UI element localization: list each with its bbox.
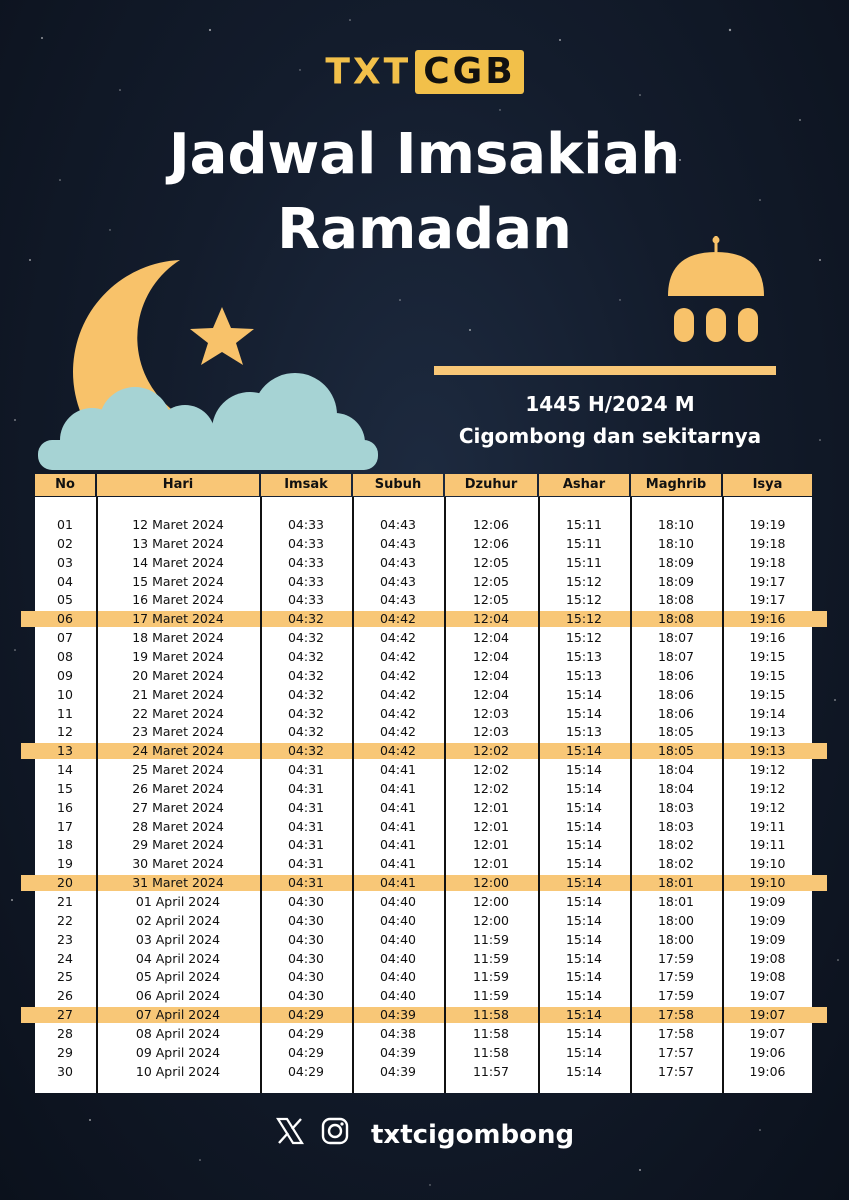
cell-dzuhur: 12:00 <box>472 912 510 928</box>
cell-maghrib: 18:06 <box>657 705 695 721</box>
table-row <box>0 572 849 591</box>
cell-subuh: 04:43 <box>379 554 417 570</box>
cell-no: 19 <box>57 856 73 872</box>
cell-ashar: 15:13 <box>565 648 603 664</box>
cell-hari: 04 April 2024 <box>135 950 221 966</box>
cell-imsak: 04:32 <box>287 630 325 646</box>
cell-dzuhur: 11:58 <box>472 1007 510 1023</box>
cell-ashar: 15:14 <box>565 799 603 815</box>
cell-hari: 10 April 2024 <box>135 1063 221 1079</box>
cell-dzuhur: 12:01 <box>472 799 510 815</box>
header-cell-hari: Hari <box>97 474 259 496</box>
cell-imsak: 04:30 <box>287 894 325 909</box>
cell-ashar: 15:14 <box>565 931 603 947</box>
cell-isya: 19:16 <box>749 611 786 627</box>
cell-no: 28 <box>57 1025 73 1041</box>
cell-maghrib: 17:59 <box>657 950 695 966</box>
cell-subuh: 04:40 <box>379 931 417 947</box>
cell-hari: 01 April 2024 <box>135 894 221 909</box>
cell-imsak: 04:30 <box>287 912 325 928</box>
cell-dzuhur: 12:01 <box>472 856 510 872</box>
cell-hari: 02 April 2024 <box>135 912 221 928</box>
cell-no: 11 <box>57 705 73 721</box>
table-row <box>0 1062 849 1081</box>
cell-dzuhur: 12:04 <box>472 630 510 646</box>
table-row <box>0 1043 849 1062</box>
cell-isya: 19:15 <box>749 648 786 664</box>
cell-maghrib: 17:58 <box>657 1025 695 1041</box>
cell-hari: 28 Maret 2024 <box>132 818 224 834</box>
cell-isya: 19:07 <box>749 988 786 1004</box>
social-handle[interactable]: txtcigombong <box>371 1119 575 1150</box>
table-row <box>0 986 849 1005</box>
cell-maghrib: 18:07 <box>657 648 695 664</box>
cell-no: 15 <box>57 780 73 796</box>
cell-subuh: 04:39 <box>379 1007 417 1023</box>
x-logo-icon[interactable] <box>275 1116 305 1153</box>
cell-maghrib: 18:05 <box>657 743 695 759</box>
cell-dzuhur: 12:04 <box>472 611 510 627</box>
cell-hari: 07 April 2024 <box>135 1007 221 1023</box>
cell-maghrib: 18:09 <box>657 554 695 570</box>
cell-ashar: 15:12 <box>565 573 603 589</box>
table-row <box>0 553 849 572</box>
cell-hari: 15 Maret 2024 <box>132 573 224 589</box>
cell-subuh: 04:42 <box>379 630 417 646</box>
cell-subuh: 04:40 <box>379 988 417 1004</box>
cell-subuh: 04:41 <box>379 837 417 853</box>
table-row <box>0 515 849 534</box>
table-row <box>0 741 849 760</box>
header-cell-ashar: Ashar <box>539 474 629 496</box>
table-row <box>0 949 849 968</box>
cell-subuh: 04:41 <box>379 780 417 796</box>
mosque-dome-icon <box>660 232 772 350</box>
cell-ashar: 15:14 <box>565 894 603 909</box>
cell-subuh: 04:42 <box>379 648 417 664</box>
cell-maghrib: 18:00 <box>657 931 695 947</box>
cell-subuh: 04:42 <box>379 686 417 702</box>
header-cell-isya: Isya <box>723 474 812 496</box>
cell-isya: 19:12 <box>749 780 786 796</box>
cell-dzuhur: 12:05 <box>472 592 510 608</box>
cell-isya: 19:08 <box>749 950 786 966</box>
cell-ashar: 15:14 <box>565 912 603 928</box>
brand-logo <box>0 50 849 94</box>
cell-imsak: 04:33 <box>287 592 325 608</box>
cell-isya: 19:10 <box>749 856 786 872</box>
cell-isya: 19:10 <box>749 875 786 891</box>
cell-dzuhur: 12:03 <box>472 724 510 740</box>
table-row <box>0 704 849 723</box>
table-row <box>0 967 849 986</box>
cell-subuh: 04:43 <box>379 592 417 608</box>
cell-dzuhur: 12:04 <box>472 667 510 683</box>
cell-no: 13 <box>57 743 73 759</box>
cell-imsak: 04:30 <box>287 969 325 985</box>
cell-imsak: 04:33 <box>287 573 325 589</box>
cell-subuh: 04:42 <box>379 705 417 721</box>
cell-isya: 19:13 <box>749 743 786 759</box>
cell-no: 05 <box>57 592 73 608</box>
cell-hari: 21 Maret 2024 <box>132 686 224 702</box>
cell-dzuhur: 11:58 <box>472 1025 510 1041</box>
cell-isya: 19:19 <box>749 517 786 532</box>
cell-isya: 19:11 <box>749 837 786 853</box>
logo-text-txt: TXT <box>325 51 412 93</box>
table-row <box>0 1005 849 1024</box>
cell-isya: 19:14 <box>749 705 786 721</box>
table-row <box>0 798 849 817</box>
cell-dzuhur: 12:06 <box>472 535 510 551</box>
table-row <box>0 1024 849 1043</box>
cell-subuh: 04:43 <box>379 573 417 589</box>
table-row <box>0 590 849 609</box>
cell-hari: 12 Maret 2024 <box>132 517 224 532</box>
moon-decoration <box>30 255 390 470</box>
cell-dzuhur: 11:59 <box>472 988 510 1004</box>
cell-isya: 19:18 <box>749 535 786 551</box>
cell-dzuhur: 12:02 <box>472 780 510 796</box>
cell-no: 02 <box>57 535 73 551</box>
cell-ashar: 15:14 <box>565 1063 603 1079</box>
table-row <box>0 911 849 930</box>
table-row <box>0 609 849 628</box>
cell-imsak: 04:33 <box>287 535 325 551</box>
cell-subuh: 04:40 <box>379 912 417 928</box>
cell-isya: 19:09 <box>749 894 786 909</box>
cell-dzuhur: 12:02 <box>472 743 510 759</box>
cell-ashar: 15:11 <box>565 535 603 551</box>
cell-ashar: 15:12 <box>565 611 603 627</box>
page-title-line1: Jadwal Imsakiah <box>168 122 681 187</box>
cell-maghrib: 18:04 <box>657 762 695 778</box>
cell-isya: 19:08 <box>749 969 786 985</box>
cell-maghrib: 18:07 <box>657 630 695 646</box>
logo-text-cgb: CGB <box>415 50 523 94</box>
table-row <box>0 779 849 798</box>
cell-maghrib: 18:08 <box>657 592 695 608</box>
cell-no: 25 <box>57 969 73 985</box>
cell-imsak: 04:32 <box>287 667 325 683</box>
cell-maghrib: 18:10 <box>657 517 695 532</box>
cell-isya: 19:07 <box>749 1025 786 1041</box>
cell-hari: 22 Maret 2024 <box>132 705 224 721</box>
table-row <box>0 930 849 949</box>
cell-isya: 19:12 <box>749 799 786 815</box>
cell-hari: 20 Maret 2024 <box>132 667 224 683</box>
cell-imsak: 04:32 <box>287 648 325 664</box>
cell-dzuhur: 12:05 <box>472 554 510 570</box>
cell-maghrib: 18:00 <box>657 912 695 928</box>
cell-imsak: 04:31 <box>287 856 325 872</box>
cell-maghrib: 17:59 <box>657 988 695 1004</box>
cell-ashar: 15:14 <box>565 743 603 759</box>
cell-imsak: 04:33 <box>287 517 325 532</box>
cell-no: 26 <box>57 988 73 1004</box>
cell-ashar: 15:14 <box>565 818 603 834</box>
cell-imsak: 04:31 <box>287 762 325 778</box>
cell-no: 23 <box>57 931 73 947</box>
cell-ashar: 15:14 <box>565 1025 603 1041</box>
cell-no: 16 <box>57 799 73 815</box>
cell-subuh: 04:41 <box>379 856 417 872</box>
cell-maghrib: 18:05 <box>657 724 695 740</box>
cell-subuh: 04:41 <box>379 762 417 778</box>
cell-isya: 19:12 <box>749 762 786 778</box>
cell-subuh: 04:43 <box>379 535 417 551</box>
cell-ashar: 15:14 <box>565 1007 603 1023</box>
cell-isya: 19:17 <box>749 592 786 608</box>
cell-hari: 14 Maret 2024 <box>132 554 224 570</box>
cell-hari: 08 April 2024 <box>135 1025 221 1041</box>
header-cell-imsak: Imsak <box>261 474 351 496</box>
cell-maghrib: 17:59 <box>657 969 695 985</box>
cell-hari: 17 Maret 2024 <box>132 611 224 627</box>
table-row <box>0 722 849 741</box>
cell-maghrib: 17:57 <box>657 1063 695 1079</box>
table-row <box>0 892 849 911</box>
cell-isya: 19:18 <box>749 554 786 570</box>
cell-dzuhur: 12:02 <box>472 762 510 778</box>
cell-no: 20 <box>57 875 73 891</box>
cell-hari: 03 April 2024 <box>135 931 221 947</box>
cell-no: 27 <box>57 1007 73 1023</box>
cell-isya: 19:16 <box>749 630 786 646</box>
cell-no: 01 <box>57 517 73 532</box>
cell-subuh: 04:42 <box>379 611 417 627</box>
cell-hari: 27 Maret 2024 <box>132 799 224 815</box>
cell-ashar: 15:14 <box>565 856 603 872</box>
cell-hari: 25 Maret 2024 <box>132 762 224 778</box>
cell-isya: 19:06 <box>749 1044 786 1060</box>
cell-hari: 09 April 2024 <box>135 1044 221 1060</box>
cell-no: 22 <box>57 912 73 928</box>
hijri-year: 1445 H/2024 M <box>525 392 695 416</box>
header-cell-dzuhur: Dzuhur <box>445 474 537 496</box>
cell-no: 04 <box>57 573 73 589</box>
cell-imsak: 04:31 <box>287 818 325 834</box>
cell-subuh: 04:40 <box>379 894 417 909</box>
cell-ashar: 15:11 <box>565 517 603 532</box>
cell-isya: 19:07 <box>749 1007 786 1023</box>
cell-maghrib: 18:10 <box>657 535 695 551</box>
cell-imsak: 04:30 <box>287 950 325 966</box>
cell-no: 30 <box>57 1063 73 1079</box>
cell-ashar: 15:14 <box>565 1044 603 1060</box>
cell-imsak: 04:29 <box>287 1007 325 1023</box>
cell-hari: 18 Maret 2024 <box>132 630 224 646</box>
cell-maghrib: 17:58 <box>657 1007 695 1023</box>
cell-maghrib: 18:06 <box>657 686 695 702</box>
cell-ashar: 15:14 <box>565 837 603 853</box>
cell-isya: 19:09 <box>749 912 786 928</box>
table-row <box>0 628 849 647</box>
cell-no: 17 <box>57 818 73 834</box>
cell-isya: 19:17 <box>749 573 786 589</box>
cell-no: 07 <box>57 630 73 646</box>
cell-maghrib: 18:01 <box>657 875 695 891</box>
cell-imsak: 04:32 <box>287 724 325 740</box>
cell-maghrib: 18:09 <box>657 573 695 589</box>
header-cell-no: No <box>35 474 95 496</box>
cell-dzuhur: 12:03 <box>472 705 510 721</box>
cell-hari: 06 April 2024 <box>135 988 221 1004</box>
cell-hari: 13 Maret 2024 <box>132 535 224 551</box>
cell-ashar: 15:14 <box>565 780 603 796</box>
table-row <box>0 873 849 892</box>
cell-subuh: 04:41 <box>379 818 417 834</box>
cell-imsak: 04:29 <box>287 1063 325 1079</box>
cell-imsak: 04:32 <box>287 611 325 627</box>
cell-subuh: 04:38 <box>379 1025 417 1041</box>
cell-ashar: 15:14 <box>565 705 603 721</box>
social-footer <box>0 1116 849 1153</box>
cell-imsak: 04:31 <box>287 799 325 815</box>
cell-ashar: 15:13 <box>565 724 603 740</box>
cell-dzuhur: 12:01 <box>472 818 510 834</box>
cell-subuh: 04:40 <box>379 950 417 966</box>
table-row <box>0 817 849 836</box>
cell-no: 14 <box>57 762 73 778</box>
cell-hari: 23 Maret 2024 <box>132 724 224 740</box>
cell-subuh: 04:39 <box>379 1044 417 1060</box>
cell-no: 10 <box>57 686 73 702</box>
cell-dzuhur: 11:57 <box>472 1063 510 1079</box>
star-icon <box>190 307 254 365</box>
cell-ashar: 15:14 <box>565 762 603 778</box>
cell-subuh: 04:42 <box>379 667 417 683</box>
cell-dzuhur: 12:00 <box>472 894 510 909</box>
cell-maghrib: 18:03 <box>657 818 695 834</box>
cell-imsak: 04:29 <box>287 1025 325 1041</box>
cell-no: 09 <box>57 667 73 683</box>
cell-isya: 19:13 <box>749 724 786 740</box>
cell-maghrib: 18:02 <box>657 837 695 853</box>
table-row <box>0 685 849 704</box>
location-label: Cigombong dan sekitarnya <box>458 424 762 448</box>
table-row <box>0 854 849 873</box>
header-cell-maghrib: Maghrib <box>631 474 721 496</box>
cell-maghrib: 18:08 <box>657 611 695 627</box>
cell-imsak: 04:31 <box>287 837 325 853</box>
cell-hari: 31 Maret 2024 <box>132 875 224 891</box>
cell-isya: 19:15 <box>749 686 786 702</box>
cell-hari: 19 Maret 2024 <box>132 648 224 664</box>
cell-hari: 26 Maret 2024 <box>132 780 224 796</box>
cell-subuh: 04:39 <box>379 1063 417 1079</box>
cell-hari: 29 Maret 2024 <box>132 837 224 853</box>
cell-no: 12 <box>57 724 73 740</box>
cell-dzuhur: 12:04 <box>472 648 510 664</box>
cell-maghrib: 17:57 <box>657 1044 695 1060</box>
cell-no: 06 <box>57 611 73 627</box>
cell-dzuhur: 11:59 <box>472 969 510 985</box>
header-cell-subuh: Subuh <box>353 474 443 496</box>
cell-hari: 24 Maret 2024 <box>132 743 224 759</box>
cell-imsak: 04:30 <box>287 988 325 1004</box>
cell-maghrib: 18:03 <box>657 799 695 815</box>
cell-dzuhur: 12:05 <box>472 573 510 589</box>
cell-subuh: 04:42 <box>379 724 417 740</box>
cell-subuh: 04:41 <box>379 799 417 815</box>
cell-ashar: 15:14 <box>565 969 603 985</box>
cell-imsak: 04:30 <box>287 931 325 947</box>
cell-ashar: 15:11 <box>565 554 603 570</box>
cell-maghrib: 18:06 <box>657 667 695 683</box>
cell-maghrib: 18:04 <box>657 780 695 796</box>
cell-no: 21 <box>57 894 73 909</box>
cell-no: 24 <box>57 950 73 966</box>
cell-ashar: 15:14 <box>565 950 603 966</box>
cell-imsak: 04:32 <box>287 686 325 702</box>
cell-ashar: 15:12 <box>565 592 603 608</box>
cell-no: 29 <box>57 1044 73 1060</box>
cell-hari: 16 Maret 2024 <box>132 592 224 608</box>
cell-isya: 19:09 <box>749 931 786 947</box>
cell-dzuhur: 12:00 <box>472 875 510 891</box>
cell-subuh: 04:41 <box>379 875 417 891</box>
cell-dzuhur: 11:59 <box>472 931 510 947</box>
instagram-icon[interactable] <box>320 1116 350 1153</box>
cell-subuh: 04:42 <box>379 743 417 759</box>
cell-imsak: 04:32 <box>287 743 325 759</box>
cell-maghrib: 18:01 <box>657 894 695 909</box>
cell-dzuhur: 12:04 <box>472 686 510 702</box>
table-row <box>0 647 849 666</box>
cell-imsak: 04:32 <box>287 705 325 721</box>
cell-ashar: 15:12 <box>565 630 603 646</box>
table-row <box>0 760 849 779</box>
table-row <box>0 835 849 854</box>
cell-ashar: 15:13 <box>565 667 603 683</box>
cell-ashar: 15:14 <box>565 875 603 891</box>
table-row <box>0 666 849 685</box>
cell-ashar: 15:14 <box>565 988 603 1004</box>
cell-no: 18 <box>57 837 73 853</box>
cell-dzuhur: 11:59 <box>472 950 510 966</box>
cell-isya: 19:06 <box>749 1063 786 1079</box>
cell-no: 08 <box>57 648 73 664</box>
cell-isya: 19:11 <box>749 818 786 834</box>
cell-hari: 05 April 2024 <box>135 969 221 985</box>
cell-imsak: 04:31 <box>287 875 325 891</box>
cell-ashar: 15:14 <box>565 686 603 702</box>
cell-maghrib: 18:02 <box>657 856 695 872</box>
cell-dzuhur: 12:06 <box>472 517 510 532</box>
cell-imsak: 04:31 <box>287 780 325 796</box>
cell-hari: 30 Maret 2024 <box>132 856 224 872</box>
cell-subuh: 04:40 <box>379 969 417 985</box>
cell-dzuhur: 11:58 <box>472 1044 510 1060</box>
cell-dzuhur: 12:01 <box>472 837 510 853</box>
cell-no: 03 <box>57 554 73 570</box>
cell-imsak: 04:33 <box>287 554 325 570</box>
cell-imsak: 04:29 <box>287 1044 325 1060</box>
cell-subuh: 04:43 <box>379 517 417 532</box>
page-title-line2: Ramadan <box>277 197 572 262</box>
divider-bar <box>434 366 776 375</box>
table-row <box>0 534 849 553</box>
cell-isya: 19:15 <box>749 667 786 683</box>
